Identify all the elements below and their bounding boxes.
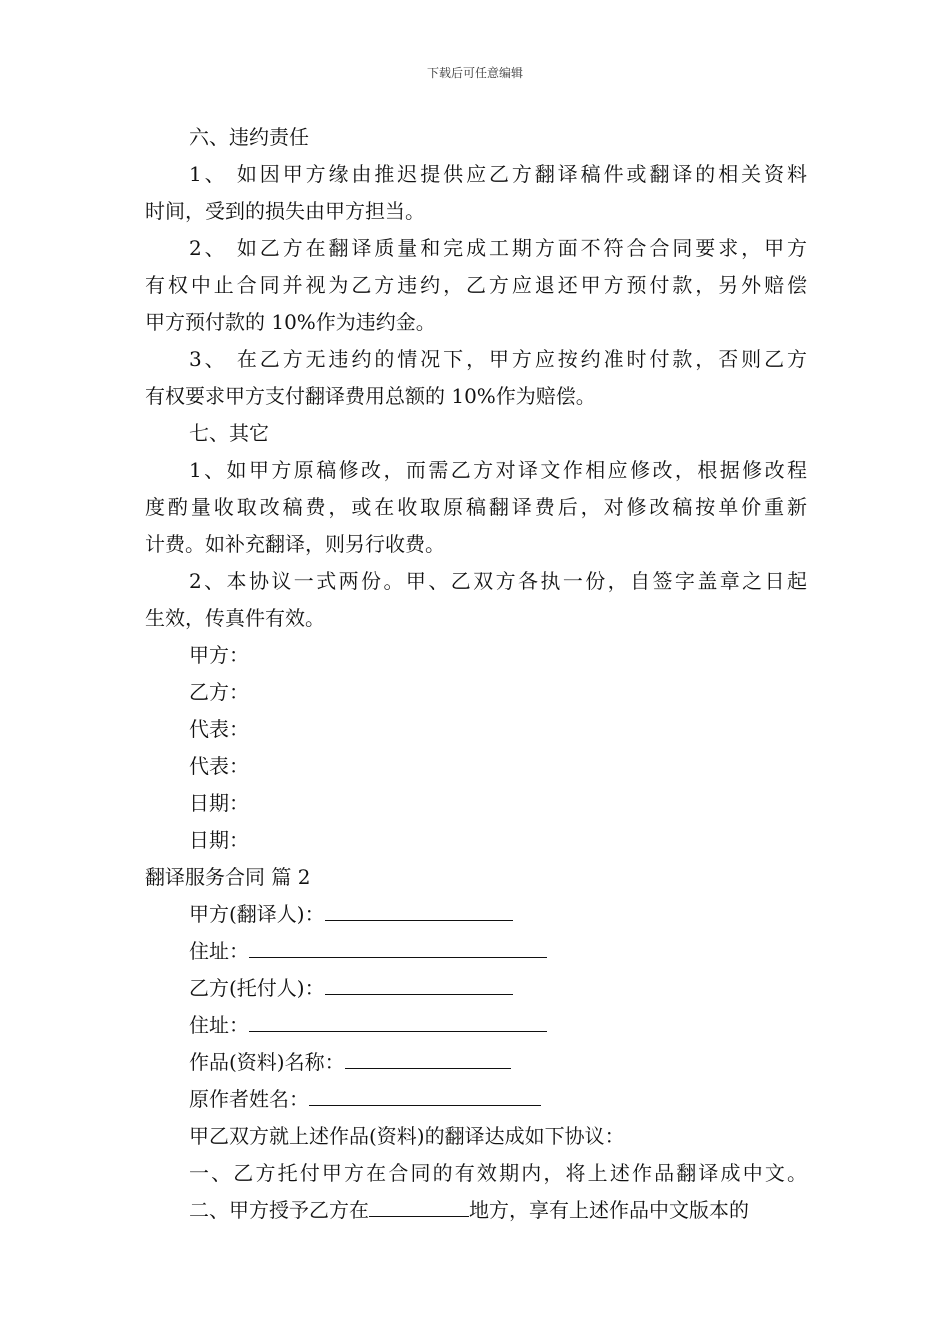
paragraph-line: 计费。如补充翻译，则另行收费。 (145, 532, 445, 556)
signature-date: 日期： (189, 791, 249, 815)
client-label: 乙方(托付人)： (189, 976, 325, 1000)
location-blank (369, 1194, 469, 1217)
signature-party-a: 甲方： (189, 643, 249, 667)
paragraph-line: 1、 如因甲方缘由推迟提供应乙方翻译稿件或翻译的相关资料 (189, 162, 807, 186)
clause-2-end: 地方，享有上述作品中文版本的 (469, 1198, 749, 1222)
author-label: 原作者姓名： (189, 1087, 309, 1111)
page-header: 下载后可任意编辑 (426, 66, 523, 80)
paragraph-line: 甲方预付款的 10%作为违约金。 (145, 310, 436, 334)
contract-2-heading: 翻译服务合同 篇 2 (145, 865, 311, 889)
section-7-title: 七、其它 (189, 421, 269, 445)
client-blank (325, 972, 513, 995)
address-field (145, 1007, 807, 1044)
paragraph-line: 2、 如乙方在翻译质量和完成工期方面不符合合同要求，甲方 (189, 236, 807, 260)
paragraph-line: 3、 在乙方无违约的情况下，甲方应按约准时付款，否则乙方 (189, 347, 807, 371)
paragraph-line: 有权要求甲方支付翻译费用总额的 10%作为赔偿。 (145, 384, 596, 408)
document-body (145, 119, 807, 1229)
clause-2-start: 二、甲方授予乙方在 (189, 1198, 369, 1222)
paragraph-line: 生效，传真件有效。 (145, 606, 325, 630)
author-field (145, 1081, 807, 1118)
signature-representative: 代表： (189, 754, 249, 778)
address-label: 住址： (189, 939, 249, 963)
work-name-blank (345, 1046, 511, 1069)
paragraph-line: 度酌量收取改稿费，或在收取原稿翻译费后，对修改稿按单价重新 (145, 495, 807, 519)
agreement-intro: 甲乙双方就上述作品(资料)的翻译达成如下协议： (189, 1124, 625, 1148)
client-field (145, 970, 807, 1007)
clause-1: 一、乙方托付甲方在合同的有效期内，将上述作品翻译成中文。 (189, 1161, 807, 1185)
paragraph-line: 1、如甲方原稿修改，而需乙方对译文作相应修改，根据修改程 (189, 458, 807, 482)
signature-representative: 代表： (189, 717, 249, 741)
address-blank (249, 935, 547, 958)
signature-party-b: 乙方： (189, 680, 249, 704)
section-6-title: 六、违约责任 (189, 125, 309, 149)
address-label: 住址： (189, 1013, 249, 1037)
author-blank (309, 1083, 541, 1106)
clause-2 (145, 1192, 807, 1229)
translator-label: 甲方(翻译人)： (189, 902, 325, 926)
translator-blank (325, 898, 513, 921)
translator-field (145, 896, 807, 933)
work-name-label: 作品(资料)名称： (189, 1050, 345, 1074)
work-name-field (145, 1044, 807, 1081)
address-blank (249, 1009, 547, 1032)
address-field (145, 933, 807, 970)
paragraph-line: 时间，受到的损失由甲方担当。 (145, 199, 425, 223)
paragraph-line: 2、本协议一式两份。甲、乙双方各执一份，自签字盖章之日起 (189, 569, 807, 593)
paragraph-line: 有权中止合同并视为乙方违约，乙方应退还甲方预付款，另外赔偿 (145, 273, 807, 297)
signature-date: 日期： (189, 828, 249, 852)
